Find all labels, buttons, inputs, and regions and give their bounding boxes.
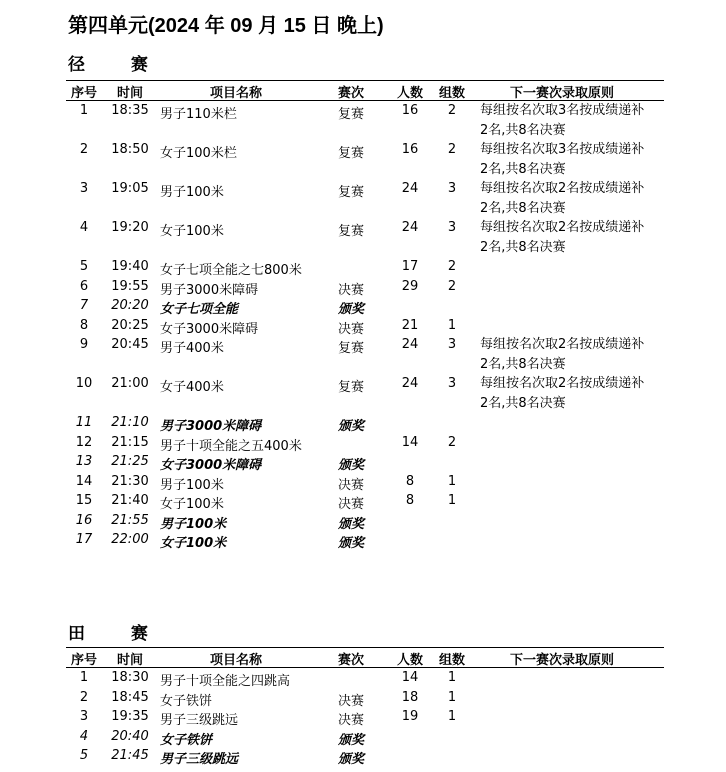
cell-event-name: 女子3000米障碍 bbox=[160, 321, 259, 337]
cell-count: 21 bbox=[401, 317, 419, 333]
table-row bbox=[66, 374, 664, 413]
cell-groups: 1 bbox=[447, 709, 457, 724]
cell-groups: 3 bbox=[447, 376, 457, 391]
cell-time: 19:05 bbox=[111, 181, 149, 196]
cell-time: 22:00 bbox=[111, 532, 149, 547]
cell-round: 决赛 bbox=[338, 497, 365, 512]
cell-no: 3 bbox=[79, 181, 89, 196]
cell-time: 18:35 bbox=[111, 103, 149, 118]
cell-count: 24 bbox=[401, 337, 419, 352]
cell-time: 21:00 bbox=[111, 376, 149, 391]
cell-count: 18 bbox=[401, 689, 419, 705]
cell-advance-rule: 2名,共8名决赛 bbox=[480, 123, 566, 138]
cell-event-name: 男子110米栏 bbox=[160, 107, 237, 122]
cell-no: 6 bbox=[79, 278, 89, 294]
cell-round: 颁奖 bbox=[338, 732, 365, 748]
track-schedule-table bbox=[66, 80, 664, 550]
track-section-title: 径 赛 bbox=[68, 55, 168, 75]
table-row bbox=[66, 688, 664, 708]
cell-no: 14 bbox=[75, 473, 93, 489]
cell-event-name: 男子100米 bbox=[160, 516, 227, 532]
cell-count: 8 bbox=[405, 473, 415, 489]
cell-advance-rule: 每组按名次取3名按成绩递补 bbox=[480, 103, 645, 118]
cell-advance-rule: 每组按名次取2名按成绩递补 bbox=[480, 181, 645, 196]
cell-time: 18:30 bbox=[111, 670, 149, 685]
table-row bbox=[66, 707, 664, 727]
header-count: 人数 bbox=[396, 653, 423, 668]
cell-count: 17 bbox=[401, 259, 419, 274]
cell-no: 1 bbox=[79, 670, 89, 685]
table-row bbox=[66, 335, 664, 374]
header-time: 时间 bbox=[116, 86, 143, 101]
cell-no: 9 bbox=[79, 337, 89, 352]
cell-time: 21:15 bbox=[111, 434, 149, 450]
table-row bbox=[66, 140, 664, 179]
cell-advance-rule: 2名,共8名决赛 bbox=[480, 240, 566, 255]
cell-count: 16 bbox=[401, 103, 419, 118]
cell-time: 20:20 bbox=[111, 298, 149, 313]
cell-round: 复赛 bbox=[338, 380, 365, 395]
cell-groups: 2 bbox=[447, 434, 457, 450]
cell-groups: 3 bbox=[447, 220, 457, 235]
cell-round: 决赛 bbox=[338, 321, 365, 337]
cell-time: 21:40 bbox=[111, 493, 149, 508]
cell-count: 8 bbox=[405, 493, 415, 508]
cell-no: 4 bbox=[79, 728, 89, 744]
cell-event-name: 女子100米 bbox=[160, 497, 224, 512]
award-row bbox=[66, 296, 664, 316]
cell-groups: 1 bbox=[447, 473, 457, 489]
table-row bbox=[66, 179, 664, 218]
field-section-title: 田 赛 bbox=[68, 624, 168, 644]
cell-time: 19:55 bbox=[111, 278, 149, 294]
table-row bbox=[66, 668, 664, 688]
header-name: 项目名称 bbox=[210, 86, 263, 101]
cell-no: 1 bbox=[79, 103, 89, 118]
cell-no: 12 bbox=[75, 434, 93, 450]
cell-advance-rule: 每组按名次取3名按成绩递补 bbox=[480, 142, 645, 157]
award-row bbox=[66, 746, 664, 766]
table-row bbox=[66, 101, 664, 140]
page-title: 第四单元(2024 年 09 月 15 日 晚上) bbox=[68, 15, 384, 37]
cell-groups: 1 bbox=[447, 493, 457, 508]
cell-time: 19:40 bbox=[111, 259, 149, 274]
award-row bbox=[66, 511, 664, 531]
cell-round: 颁奖 bbox=[338, 752, 365, 767]
cell-event-name: 男子十项全能之四跳高 bbox=[160, 674, 291, 689]
cell-time: 20:45 bbox=[111, 337, 149, 352]
cell-no: 15 bbox=[75, 493, 93, 508]
cell-time: 21:30 bbox=[111, 473, 149, 489]
header-no: 序号 bbox=[70, 653, 97, 668]
cell-no: 5 bbox=[79, 748, 89, 763]
cell-round: 复赛 bbox=[338, 341, 365, 356]
field-header-row bbox=[66, 647, 664, 668]
cell-groups: 1 bbox=[447, 670, 457, 685]
field-schedule-table bbox=[66, 647, 664, 766]
cell-no: 10 bbox=[75, 376, 93, 391]
cell-round: 决赛 bbox=[338, 477, 365, 493]
header-groups: 组数 bbox=[438, 653, 465, 668]
cell-event-name: 女子铁饼 bbox=[160, 732, 213, 748]
cell-advance-rule: 每组按名次取2名按成绩递补 bbox=[480, 337, 645, 352]
cell-time: 21:25 bbox=[111, 454, 149, 469]
header-no: 序号 bbox=[70, 86, 97, 101]
cell-round: 复赛 bbox=[338, 185, 365, 200]
cell-time: 18:50 bbox=[111, 142, 149, 157]
cell-groups: 2 bbox=[447, 259, 457, 274]
cell-event-name: 女子七项全能之七800米 bbox=[160, 263, 302, 278]
cell-event-name: 男子3000米障碍 bbox=[160, 419, 262, 434]
cell-no: 7 bbox=[79, 298, 89, 313]
award-row bbox=[66, 530, 664, 550]
cell-time: 20:40 bbox=[111, 728, 149, 744]
cell-event-name: 女子铁饼 bbox=[160, 693, 213, 709]
cell-round: 决赛 bbox=[338, 282, 365, 298]
cell-event-name: 男子三级跳远 bbox=[160, 713, 239, 728]
cell-round: 复赛 bbox=[338, 224, 365, 239]
table-row bbox=[66, 433, 664, 453]
cell-round: 颁奖 bbox=[338, 516, 365, 532]
cell-event-name: 女子3000米障碍 bbox=[160, 458, 262, 473]
table-row bbox=[66, 218, 664, 257]
track-header-row bbox=[66, 80, 664, 101]
cell-no: 13 bbox=[75, 454, 93, 469]
cell-advance-rule: 每组按名次取2名按成绩递补 bbox=[480, 376, 645, 391]
cell-count: 14 bbox=[401, 434, 419, 450]
cell-groups: 2 bbox=[447, 103, 457, 118]
header-round: 赛次 bbox=[338, 86, 365, 101]
table-row bbox=[66, 472, 664, 492]
award-row bbox=[66, 413, 664, 433]
cell-round: 复赛 bbox=[338, 107, 365, 122]
cell-groups: 2 bbox=[447, 278, 457, 294]
award-row bbox=[66, 727, 664, 747]
cell-no: 2 bbox=[79, 142, 89, 157]
cell-round: 复赛 bbox=[338, 146, 365, 161]
cell-count: 19 bbox=[401, 709, 419, 724]
cell-no: 8 bbox=[79, 317, 89, 333]
cell-no: 11 bbox=[75, 415, 93, 430]
cell-no: 2 bbox=[79, 689, 89, 705]
table-row bbox=[66, 257, 664, 277]
header-time: 时间 bbox=[116, 653, 143, 668]
cell-count: 24 bbox=[401, 181, 419, 196]
cell-time: 21:45 bbox=[111, 748, 149, 763]
cell-round: 颁奖 bbox=[338, 419, 365, 434]
cell-advance-rule: 2名,共8名决赛 bbox=[480, 396, 566, 411]
award-row bbox=[66, 452, 664, 472]
cell-round: 决赛 bbox=[338, 693, 365, 709]
cell-groups: 2 bbox=[447, 142, 457, 157]
cell-event-name: 男子3000米障碍 bbox=[160, 282, 259, 298]
cell-advance-rule: 2名,共8名决赛 bbox=[480, 162, 566, 177]
cell-advance-rule: 2名,共8名决赛 bbox=[480, 201, 566, 216]
cell-event-name: 男子三级跳远 bbox=[160, 752, 239, 767]
header-rule: 下一赛次录取原则 bbox=[510, 86, 615, 101]
cell-count: 24 bbox=[401, 220, 419, 235]
cell-groups: 3 bbox=[447, 337, 457, 352]
cell-time: 20:25 bbox=[111, 317, 149, 333]
cell-advance-rule: 每组按名次取2名按成绩递补 bbox=[480, 220, 645, 235]
cell-time: 19:20 bbox=[111, 220, 149, 235]
cell-count: 14 bbox=[401, 670, 419, 685]
cell-event-name: 男子100米 bbox=[160, 185, 224, 200]
cell-groups: 1 bbox=[447, 317, 457, 333]
table-row bbox=[66, 316, 664, 336]
cell-round: 颁奖 bbox=[338, 536, 365, 551]
cell-no: 17 bbox=[75, 532, 93, 547]
cell-event-name: 男子十项全能之五400米 bbox=[160, 438, 302, 454]
cell-time: 21:10 bbox=[111, 415, 149, 430]
cell-groups: 3 bbox=[447, 181, 457, 196]
cell-no: 5 bbox=[79, 259, 89, 274]
cell-no: 4 bbox=[79, 220, 89, 235]
table-row bbox=[66, 277, 664, 297]
cell-event-name: 男子100米 bbox=[160, 477, 224, 493]
cell-event-name: 男子400米 bbox=[160, 341, 224, 356]
header-round: 赛次 bbox=[338, 653, 365, 668]
cell-round: 颁奖 bbox=[338, 458, 365, 473]
cell-event-name: 女子100米 bbox=[160, 536, 227, 551]
header-count: 人数 bbox=[396, 86, 423, 101]
table-row bbox=[66, 491, 664, 511]
cell-no: 16 bbox=[75, 512, 93, 528]
header-groups: 组数 bbox=[438, 86, 465, 101]
cell-no: 3 bbox=[79, 709, 89, 724]
header-name: 项目名称 bbox=[210, 653, 263, 668]
header-rule: 下一赛次录取原则 bbox=[510, 653, 615, 668]
cell-round: 决赛 bbox=[338, 713, 365, 728]
cell-event-name: 女子100米栏 bbox=[160, 146, 237, 161]
cell-event-name: 女子七项全能 bbox=[160, 302, 239, 317]
cell-event-name: 女子400米 bbox=[160, 380, 224, 395]
cell-count: 24 bbox=[401, 376, 419, 391]
cell-round: 颁奖 bbox=[338, 302, 365, 317]
cell-count: 29 bbox=[401, 278, 419, 294]
cell-count: 16 bbox=[401, 142, 419, 157]
cell-groups: 1 bbox=[447, 689, 457, 705]
cell-event-name: 女子100米 bbox=[160, 224, 224, 239]
cell-time: 19:35 bbox=[111, 709, 149, 724]
cell-time: 18:45 bbox=[111, 689, 149, 705]
cell-time: 21:55 bbox=[111, 512, 149, 528]
cell-advance-rule: 2名,共8名决赛 bbox=[480, 357, 566, 372]
